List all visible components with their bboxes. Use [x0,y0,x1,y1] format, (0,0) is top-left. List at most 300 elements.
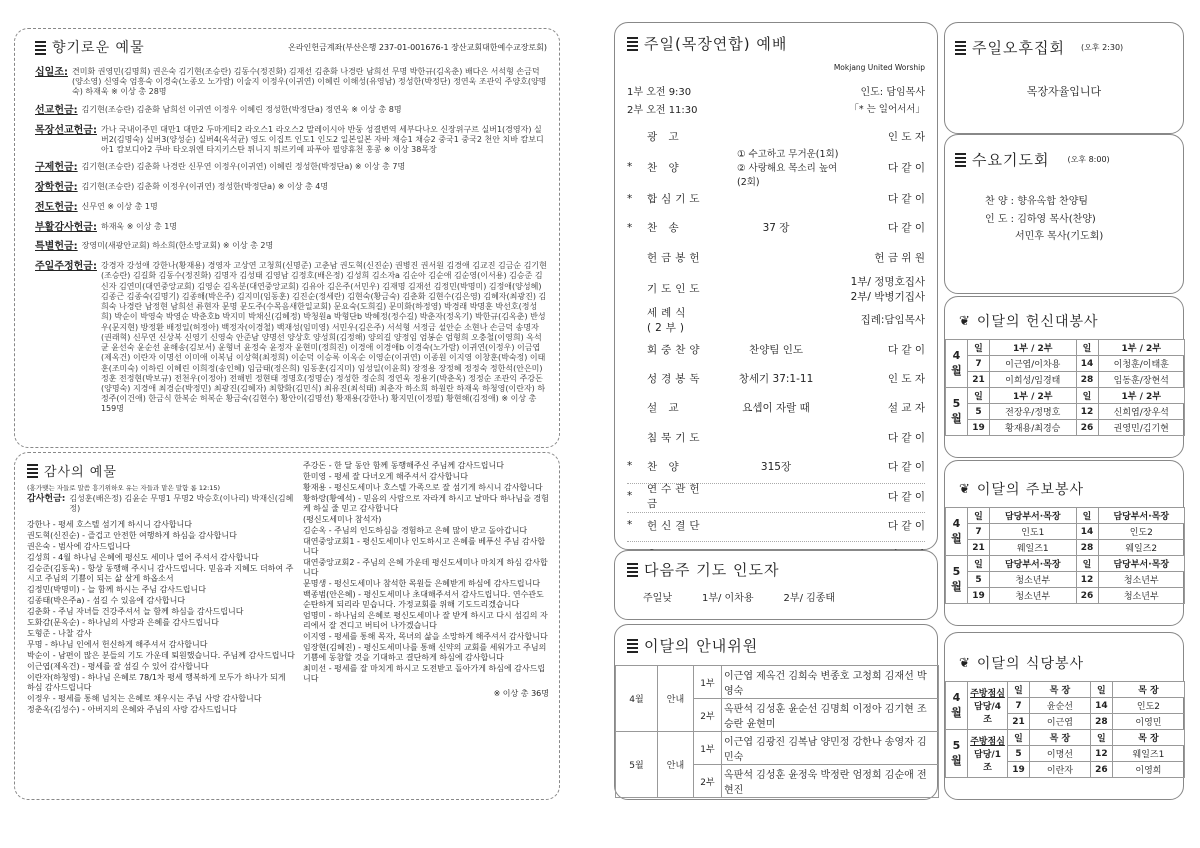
offering-category [35,241,547,254]
standing-mark: * [627,161,633,174]
dedication-assignee: 이청훈/이태훈 [1098,356,1185,372]
order-item-detail-line: 창세기 37:1-11 [738,372,814,385]
bulletin-assignee: 청소년부 [990,588,1077,604]
offering-category [35,222,547,235]
worship-order-row [627,424,925,450]
worship-order-row [627,512,925,538]
order-item-name: 합심기도 [647,193,704,206]
order-item-detail [707,371,845,386]
offering-category-text: 장영미(새광안교회) 하소희(한소망교회) ※ 이상 총 2명 [81,241,274,251]
dedication-month: 5월 [946,388,968,436]
offering-category-label: 장학헌금: [35,182,78,193]
standing-mark: * [627,519,633,532]
thanks-item: 박순이 - 남편이 많은 분들의 기도 가운데 퇴원했습니다. 주님께 감사드립니다 [27,651,295,661]
afternoon-title: 주일오후집회 [955,37,1065,58]
dedication-title: ❦ 이달의 헌신대봉사 [959,313,1099,330]
dedication-assignee: 이근엽/이차용 [990,356,1077,372]
cafeteria-column-header: 목 장 [1112,730,1184,746]
order-item-detail-line: ① 수고하고 무거운(1회) [737,149,839,161]
dedication-day: 5 [968,404,990,420]
worship-subtitle: Mokjang United Worship [833,63,925,72]
bulletin-day: 26 [1076,588,1098,604]
dedication-day: 19 [968,420,990,436]
dedication-column-header: 일 [1076,388,1098,404]
bulletin-row [946,572,1185,588]
guides-month: 5월 [616,732,658,798]
bulletin-assignee: 인도2 [1098,524,1185,540]
order-item-leader-line: 집례:담임목사 [860,314,925,327]
cafeteria-header-row [946,730,1185,746]
order-item-leader [845,489,925,504]
afternoon-header [955,37,1123,58]
offering-categories [35,67,547,415]
worship-order-row [627,186,925,212]
worship-order-row [627,395,925,421]
order-item-name: 찬 송 [647,222,683,235]
offering-category [35,202,547,215]
dedication-row [946,420,1185,436]
order-item-leader [845,342,925,357]
cafeteria-day: 28 [1090,714,1112,730]
order-item-detail-line: 37 장 [762,222,790,235]
guides-title: 이달의 안내위원 [627,635,758,656]
order-item-leader-line: 다 같 이 [887,161,925,174]
order-item-detail-line: 찬양팀 인도 [748,343,804,356]
offering-panel [14,28,560,448]
order-item-leader-line: 1부/ 정명호집사 [850,275,925,288]
order-item-leader [845,371,925,386]
cafeteria-mokjang: 이근엽 [1030,714,1091,730]
order-item-leader-line: 다 같 이 [887,490,925,503]
thanks-item: 정춘옥(김성수) - 아버지의 은혜와 주님의 사랑 감사드립니다 [27,705,237,715]
bulletin-assignee: 청소년부 [1098,588,1185,604]
cafeteria-day: 14 [1090,698,1112,714]
order-item-leader [845,220,925,235]
thanks-item: 김정민(박명미) - 늘 함께 하시는 주님 감사드립니다 [27,585,206,595]
worship-order-row [627,365,925,391]
order-item-name: 기도인도 [647,283,704,295]
order-item-detail [707,459,845,474]
flower-icon: ❦ [959,481,971,497]
bulletin-day: 19 [968,588,990,604]
thanks-head [27,494,295,514]
bulletin-header-row [946,556,1185,572]
bulletin-month: 5월 [946,556,968,604]
cafeteria-mokjang: 이란자 [1030,762,1091,778]
dedication-row [946,356,1185,372]
guides-table [615,665,939,798]
thanks-right-list [303,461,549,684]
cafeteria-day: 26 [1090,762,1112,778]
thanks-item: 임장현(김혜진) - 평신도세미나를 통해 신약의 교회를 세워가고 주님의 기쁨에 동참할 것을 기대하고 결단하게 하심에 감사합니다 [303,643,547,662]
dedication-header-row [946,340,1185,356]
guides-month: 4월 [616,666,658,732]
worship-order-row [627,149,925,189]
bulletin-row [946,540,1185,556]
thanks-item: 문명생 - 평신도세미나 참석한 목원들 은혜받게 하심에 감사드립니다 [303,579,541,588]
next-prayer-second: 2부/ 김종태 [783,593,836,604]
worship-note: 「* 는 일어서서」 [849,104,925,115]
wednesday-leader-2: 서민후 목사(기도회) [1015,231,1104,242]
flower-icon: ❦ [959,655,971,671]
thanks-item: 최미선 - 평세를 잘 마치게 하시고 도전받고 돌아가게 하심에 감사드립니다 [303,664,546,683]
guides-role: 안내 [658,732,694,798]
dedication-day: 7 [968,356,990,372]
worship-panel [614,22,938,550]
guides-row [616,732,939,765]
order-item-leader [845,250,925,265]
bulletin-column-header: 일 [968,508,990,524]
standing-mark: * [627,490,633,503]
order-item-leader-line: 다 같 이 [887,519,925,532]
offering-category-text: 견미화 권영민(김명희) 권은숙 김기현(조승란) 김동수(정진화) 김재선 김춘화 나경란 남희선 무명 박한규(김옥춘) 배다은 서석형 손금덕(양소영) 신영숙 엄흥숙 이경숙(노종오 노가람) 이술지 이정우(이귀연) 이혜린 이해성(유영남) 정성한(박정단) 정연욱 조관익 주양호(양명숙) 하재욱 ※ 이상 총 28명 [71,67,547,97]
thanks-item: (평신도세미나 참석자) [303,515,382,524]
dedication-assignee: 이희성/임경태 [990,372,1077,388]
thanks-note: (홍가맺는 자들로 말씀 흥기위하오 유는 자들과 맡은 말함 롬 12:15) [27,484,221,492]
order-item-leader [845,459,925,474]
order-item-name: 세례식(2부) [647,306,690,334]
order-item-leader [845,274,925,304]
bulletin-row [946,588,1185,604]
offering-category [35,162,547,175]
bulletin-column-header: 담당부서·목장 [1098,556,1185,572]
thanks-item: 대연중앙교회2 - 주님의 은혜 가운데 평신도세미나 마치게 하심 감사합니다 [303,558,548,577]
bulletin-column-header: 일 [968,556,990,572]
order-item-leader-line: 인 도 자 [887,372,925,385]
section-mark-icon [955,152,966,167]
dedication-column-header: 1부 / 2부 [1098,388,1185,404]
bulletin-assignee: 청소년부 [1098,572,1185,588]
afternoon-text: 목장자율입니다 [1026,85,1102,98]
thanks-item: 백종범(안은혜) - 평신도세미나 초대해주셔서 감사드립니다. 연수관도 순탄하게 되리라 믿습니다. 가정교회를 위해 기도드리겠습니다 [303,590,544,609]
order-item-name: 헌금봉헌 [647,251,704,264]
next-prayer-first: 1부/ 이차용 [701,593,754,604]
thanks-left-column [27,461,295,716]
bulletin-panel [944,460,1184,626]
offering-category-label: 목장선교헌금: [35,124,97,136]
order-item-name: 연수관헌금 [647,483,704,511]
worship-order-row [627,307,925,333]
order-item-name: 성경봉독 [647,372,704,385]
dedication-day: 12 [1076,404,1098,420]
cafeteria-table [945,681,1185,778]
worship-order-row [627,215,925,241]
cafeteria-column-header: 일 [1090,682,1112,698]
offering-category-label: 특별헌금: [35,241,78,253]
thanks-item: 김성희 - 4월 하나님 은혜에 평신도 세미나 열어 주셔서 감사합니다 [27,553,259,563]
cafeteria-column-header: 일 [1008,730,1030,746]
wednesday-time: (오후 8:00) [1067,155,1110,164]
thanks-item: 강한나 - 평세 호스텔 섬기게 하시니 감사합니다 [27,520,192,530]
bulletin-table [945,507,1185,604]
cafeteria-day: 5 [1008,746,1030,762]
order-item-detail-line: 315장 [760,460,792,473]
service-time-2: 2부 오전 11:30 [627,105,698,116]
worship-order-row [627,453,925,479]
offering-title: 향기로운 예물 [35,37,145,57]
thanks-item: 김종태(박은주a) - 섬길 수 있음에 감사합니다 [27,596,186,606]
thanks-item: 권도혁(신진순) - 즐겁고 안전한 여행하게 하심을 감사합니다 [27,531,237,541]
dedication-assignee: 임동훈/장현석 [1098,372,1185,388]
order-item-leader-line: 헌 금 위 원 [874,251,925,264]
guides-service: 1부 [694,666,722,699]
bulletin-day: 7 [968,524,990,540]
cafeteria-mokjang: 이명선 [1030,746,1091,762]
wednesday-header [955,149,1110,170]
bulletin-assignee: 웨일즈2 [1098,540,1185,556]
thanks-item: 권은숙 - 범사에 감사드립니다 [27,542,131,552]
cafeteria-column-header: 일 [1090,730,1112,746]
section-mark-icon [955,40,966,55]
order-item-leader-line: 설 교 자 [887,402,925,415]
offering-category [35,67,547,98]
order-item-name: 설 교 [647,402,683,415]
afternoon-panel [944,22,1184,134]
order-item-leader [845,400,925,415]
cafeteria-header-row [946,682,1185,698]
guides-names: 이근엽 제옥건 김희숙 변종호 고청희 김재선 박영숙 [722,666,939,699]
guides-panel [614,624,938,800]
dedication-day: 21 [968,372,990,388]
guides-service: 1부 [694,732,722,765]
thanks-item: 이지영 - 평세를 통해 목자, 목녀의 삶을 소망하게 해주셔서 감사합니다 [303,632,548,641]
next-prayer-title: 다음주 기도 인도자 [627,559,779,580]
thanks-panel [14,452,560,800]
flower-icon: ❦ [959,313,971,329]
offering-header [35,37,547,57]
guides-row [616,666,939,699]
cafeteria-column-header: 목 장 [1112,682,1184,698]
dedication-panel [944,296,1184,458]
order-item-leader-line: 다 같 이 [887,222,925,235]
cafeteria-month: 5월 [946,730,968,778]
offering-category [35,125,547,156]
thanks-item: 김춘화 - 주님 자녀들 건강주셔서 늘 함께 하심을 감사드립니다 [27,607,244,617]
standing-mark: * [627,221,633,234]
bulletin-title: ❦ 이달의 주보봉사 [959,481,1085,498]
standing-mark: * [627,192,633,205]
section-mark-icon [35,40,46,55]
order-item-leader [845,191,925,206]
thanks-item: 도형준 - 나찰 감사 [27,629,92,639]
thanks-item: 이근엽(제옥건) - 평세를 잘 섬길 수 있어 감사합니다 [27,662,209,672]
offering-category-text: 신무연 ※ 이상 총 1명 [81,201,158,211]
cafeteria-column-header: 일 [1008,682,1030,698]
order-item-leader-line: 2부/ 박병기집사 [850,290,925,303]
dedication-assignee: 신희엽/장우석 [1098,404,1185,420]
next-prayer-day: 주일낮 [643,593,672,604]
worship-leader: 인도: 담임목사 [860,87,925,98]
offering-category-label: 전도헌금: [35,201,78,213]
worship-order-row [627,244,925,270]
offering-category [35,105,547,118]
thanks-head-text: 김성훈(배은정) 김윤순 무명1 무명2 박승호(이나리) 박재신(김혜정) [69,494,294,514]
cafeteria-team-sub: 담당/1조 [974,750,1001,773]
thanks-item: 이란자(하청영) - 하나님 은혜로 78/1차 평세 행복하게 모두가 하나가 되게 하심 감사드립니다 [27,673,286,693]
thanks-item: 대연중앙교회1 - 평신도세미나 인도하시고 은혜를 베푸신 주님 감사합니다 [303,537,546,556]
section-mark-icon [627,638,638,653]
section-mark-icon [627,36,638,51]
cafeteria-day: 19 [1008,762,1030,778]
thanks-title: 감사의 예물 [27,461,295,480]
bulletin-day: 21 [968,540,990,556]
offering-category-label: 주일주정헌금: [35,261,97,273]
dedication-column-header: 1부 / 2부 [1098,340,1185,356]
cafeteria-team-label: 주방점심 [970,689,1005,699]
offering-category-text: 김기현(조승란) 김춘화 이정우(이귀연) 정성한(박정단a) ※ 이상 총 4명 [81,182,329,191]
bulletin-assignee: 인도1 [990,524,1077,540]
dedication-header-row [946,388,1185,404]
dedication-column-header: 일 [968,340,990,356]
cafeteria-mokjang: 윤순선 [1030,698,1091,714]
dedication-column-header: 일 [968,388,990,404]
offering-category-label: 부활감사헌금: [35,221,97,233]
cafeteria-mokjang: 웨일즈1 [1112,746,1184,762]
thanks-head-label: 감사헌금: [27,494,66,504]
order-item-leader-line: 다 같 이 [887,343,925,356]
worship-order-row [627,274,925,304]
afternoon-time: (오후 2:30) [1080,43,1124,52]
bulletin-day: 14 [1076,524,1098,540]
wednesday-details [985,193,1103,246]
guides-role: 안내 [658,666,694,732]
offering-category-text: 김기현(조승란) 김춘화 남희선 이귀연 이정우 이혜린 정성한(박정단a) 정연욱 ※ 이상 총 8명 [81,104,402,114]
bulletin-day: 12 [1076,572,1098,588]
cafeteria-month: 4월 [946,682,968,730]
bulletin-column-header: 담당부서·목장 [1098,508,1185,524]
offering-category-text: 가나 국내이주민 대만1 대만2 두마게티2 라오스1 라오스2 말레이시아 반둥 성결변역 세부다나오 신장위구르 실버1(경영자) 실버2(김명숙) 실버3(양성순) 실버4(옥석균) 영도 이집트 인도1 인도2 일본일본 자바 채승1 채승2 중국1 중국2 천안 치바 캄보디아1 캄보디아2 쿠바 타오위엔 타지키스탄 튀니지 튀르키예 파푸아 필양휴천 홍콩 ※ 이상 38목장 [100,124,544,154]
next-prayer-line [643,589,835,604]
wednesday-panel [944,134,1184,294]
order-item-leader [845,518,925,533]
bulletin-assignee: 웨일즈1 [990,540,1077,556]
order-item-leader-line: 다 같 이 [887,431,925,444]
standing-mark: * [627,460,633,473]
dedication-row [946,372,1185,388]
cafeteria-day: 21 [1008,714,1030,730]
order-item-leader-line: 다 같 이 [887,460,925,473]
bulletin-row [946,524,1185,540]
order-item-leader [845,312,925,327]
guides-service: 2부 [694,699,722,732]
bulletin-assignee: 청소년부 [990,572,1077,588]
offering-category-text: 강경자 강성애 강한나(황재용) 경영자 고상연 고청희(신명준) 고춘남 권도혁(신진순) 권병진 권서원 김경애 김교진 김금순 김기현(조승란) 김길화 김동수(정진화) 김명자 김성태 김영남 김정호(배은정) 김성희 김소자a 김순아 김순애 김순영(이서용) 김승준 김신자 김연미(대연중앙교회) 김영순 김옥분(대연중앙교회) 김유아 김은주(서민우) 김재명 김재선 김정민(박명미) 김정애(양성혜) 김종근 김종숙(김명기) 김종해(박은주) 김지미(임동훈) 김진순(정세란) 김현숙(황금숙) 김춘화 김현수(김은영) 김혜자(최광진) 김희숙 나경란 남정현 남희선 류현자 문명 문도주(수목음새한일교회) 문요숙(도희길) 문미화(하정영) 박경래 박명훈 박선호(정성희) 박순이 박영숙 박영순 박춘호b 박지미 박채신(김혜정) 박청원a 박형단b 박혜정(정수길) 박춘자(정옥기) 박한규(김옥춘) 반성우(문지현) 방정환 배정일(허정아) 백정자(이경철) 백재성(임미영) 서민우(김은주) 서석형 서정금 설안순 소현나 손금덕 송명자(권래혁) 신무연 신상복 신영기 신영숙 안준남 양명선 양상호 양성희(김정해) 양의길 양정임 엄봉순 엄형희 오충철(이영희) 옥석균 윤선숙 윤순선 윤해송(김보서) 윤형녀 윤정숙 윤정자 윤현미(정희진) 이경애 이경애b 이경숙(노가람) 이귀연(이정우) 이금엽(제옥건) 이란자 이명선 이미애 이복님 이상혁(최정희) 이순덕 이승록 이옥순 이영순(이귀연) 이종원 이지영 이창훈(박숙정) 이태훈(조미숙) 이하린 이혜린 이희정(송인혜) 임금태(정은희) 임동훈(김지미) 임성일(이윤희) 장정용 장정혜 정정숙 정한석(안은미) 정훈 전정현(박보규) 전천우(이정아) 전해빈 정현태 정명호(정명순) 정성한 정순희 정연욱 정용기(박춘옥) 정정순 조관익 주강돈(양명숙) 지경애 최경순(박정민) 최광진(김혜자) 최향화(김민식) 최유진(최석태) 최춘자 하소희 하원란 하재욱 하청영(이란자) 하정주(이건애) 한금식 한복순 허복순 황금숙(김현수) 황안이(김명선) 황재용(강한나) 황지민(이정필) 황현해(김정애) ※ 이상 총 159명 [100,261,547,414]
order-item-name: 광 고 [647,130,683,143]
cafeteria-team-sub: 담당/4조 [974,702,1001,725]
thanks-item: 무명 - 하나님 인에서 헌신하게 해주셔서 감사합니다 [27,640,208,650]
order-item-detail [707,400,845,415]
order-item-detail [707,220,845,235]
order-item-leader-line: 다 같 이 [887,193,925,206]
bulletin-header-row [946,508,1185,524]
cafeteria-team [968,730,1008,778]
offering-category-label: 십일조: [35,67,68,78]
bulletin-day: 28 [1076,540,1098,556]
dedication-day: 28 [1076,372,1098,388]
cafeteria-mokjang: 이영민 [1112,714,1184,730]
bulletin-column-header: 일 [1076,508,1098,524]
worship-title: 주일(목장연합) 예배 [627,33,787,54]
cafeteria-mokjang: 인도2 [1112,698,1184,714]
guides-names: 옥판석 김성훈 윤정욱 박정란 엄정희 김순애 전현진 [722,765,939,798]
bulletin-column-header: 일 [1076,556,1098,572]
thanks-item: 이정우 - 평세를 통해 넘치는 은혜로 채우시는 주님 사랑 감사합니다 [27,694,262,704]
offering-category-text: 김기현(조승란) 김춘화 나경란 신무연 이정우(이귀연) 이혜린 정성한(박정단a) ※ 이상 총 7명 [81,162,406,172]
worship-order-row [627,483,925,509]
worship-order-row [627,336,925,362]
thanks-item: 엄명미 - 하나님의 은혜로 평신도세미나 잘 받게 하시고 다시 섬김의 자리에서 잘 견디고 버티어 나가겠습니다 [303,611,548,630]
thanks-right-column [303,461,549,716]
next-prayer-panel [614,550,938,620]
offering-category-label: 선교헌금: [35,104,78,116]
thanks-item: 김순옥 - 주님의 인도하심을 경험하고 은혜 많이 받고 돌아갑니다 [303,526,528,535]
order-item-leader [845,129,925,144]
bulletin-month: 4월 [946,508,968,556]
cafeteria-team-label: 주방점심 [970,737,1005,747]
dedication-assignee: 전장우/정명호 [990,404,1077,420]
cafeteria-day: 7 [1008,698,1030,714]
section-mark-icon [627,562,638,577]
order-item-leader [845,160,925,175]
cafeteria-day: 12 [1090,746,1112,762]
cafeteria-column-header: 목 장 [1030,730,1091,746]
cafeteria-team [968,682,1008,730]
offering-category-text: 하재욱 ※ 이상 총 1명 [100,221,178,231]
wednesday-leader: 인 도 : 김하영 목사(찬양) [985,213,1096,225]
thanks-item: 황하랑(황예석) - 믿음의 사람으로 자라게 하시고 날마다 하나님을 경험케 하실 줄 믿고 감사합니다 [303,494,549,513]
account-info: 온라인헌금계좌(부산은행 237-01-001676-1 장산교회대한예수교장로회) [288,42,547,52]
cafeteria-mokjang: 이영희 [1112,762,1184,778]
dedication-table [945,339,1185,436]
thanks-item: 황재용 - 평신도세미나 호스텔 가족으로 잘 섬기게 하시니 감사합니다 [303,483,543,492]
dedication-day: 26 [1076,420,1098,436]
section-mark-icon [27,463,38,478]
offering-category-label: 구제헌금: [35,162,78,174]
thanks-item: 김승준(김동욱) - 항상 동행해 주시니 감사드립니다. 믿음과 지혜도 더하여 주시고 주님의 기쁨이 되는 삶 살게 하옵소서 [27,564,294,584]
order-item-detail [707,342,845,357]
offering-category [35,261,547,415]
thanks-left-list [27,520,295,715]
bulletin-column-header: 담당부서·목장 [990,556,1077,572]
order-item-name: 찬 양 [647,161,683,174]
cafeteria-title: ❦ 이달의 식당봉사 [959,655,1085,672]
order-item-detail-line: ② 사랑해요 목소리 높여(2회) [737,163,838,189]
guides-names: 이근엽 김광진 김복남 양민정 강한나 송영자 김민숙 [722,732,939,765]
offering-category [35,182,547,195]
dedication-assignee: 권영민/김기현 [1098,420,1185,436]
order-item-leader [845,430,925,445]
dedication-day: 14 [1076,356,1098,372]
thanks-item: 도화감(문옥순) - 하나님의 사랑과 은혜를 감사드립니다 [27,618,219,628]
order-item-leader-line: 인 도 자 [887,130,925,143]
cafeteria-column-header: 목 장 [1030,682,1091,698]
dedication-assignee: 황재용/최경승 [990,420,1077,436]
thanks-item: 주강돈 - 한 달 동안 함께 동행해주신 주님께 감사드립니다 [303,461,504,470]
order-item-name: 침묵기도 [647,431,704,444]
order-item-name: 헌신결단 [647,519,704,532]
cafeteria-panel [944,632,1184,800]
order-item-name: 회중찬양 [647,343,704,356]
dedication-column-header: 1부 / 2부 [990,388,1077,404]
thanks-total: ※ 이상 총 36명 [493,689,549,698]
guides-names: 옥판석 김성훈 윤순선 김명희 이정아 김기현 조승란 윤현미 [722,699,939,732]
bulletin-day: 5 [968,572,990,588]
dedication-column-header: 일 [1076,340,1098,356]
order-item-detail-line: 요셉이 자랄 때 [742,402,810,415]
service-time-1: 1부 오전 9:30 [627,87,692,98]
bulletin-column-header: 담당부서·목장 [990,508,1077,524]
worship-order-row [627,123,925,149]
